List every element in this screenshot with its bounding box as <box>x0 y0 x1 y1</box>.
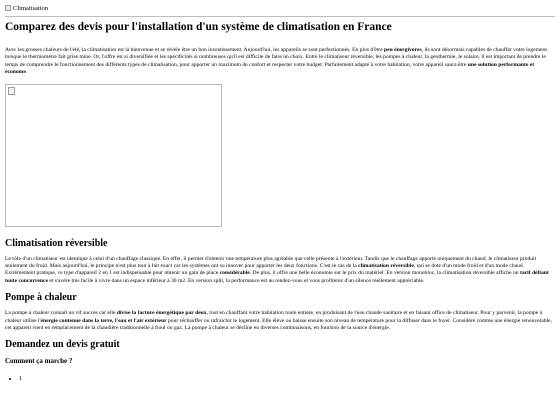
text-run: , qui se dote d'un mode froid et d'un mode chaud. Extrêmement pratique, ce type d'appareil 2 en 1 est indispensable pour obtenir un gain de place <box>5 263 525 277</box>
steps-list <box>5 374 555 383</box>
section-heading-reversible: Climatisation réversible <box>5 237 108 249</box>
text-run: La pompe à chaleur connait un vif succès car elle <box>5 310 117 317</box>
bold-text-run: climatisation réversible <box>358 263 414 270</box>
text-run: , ils sont désormais capables de chauffer votre logement lorsque le thermomètre fait grise mine. Or, l'offre est si diversifiée et les spécificités si nombreuses qu'il est difficile de faire un choix. Entre le climatiseur réversible, les pompes à chaleur, la géothermie, le solaire, il est important de prendre le temps de comprendre le fonctionnement des différents types de climatisation, pour apporter un maximum de confort et respecter votre budget. Parfaitement adapté à votre habitation, votre appareil saura être <box>5 47 547 68</box>
text-run: Avec les grosses chaleurs de l'été, la climatisation est la bienvenue et se révèle être un bon investissement. Aujourd'hui, les appareils se sont perfectionnés. En plus d'être <box>5 47 384 53</box>
section-heading-heat-pump: Pompe à chaleur <box>5 292 77 304</box>
header-divider <box>5 16 555 17</box>
page-title: Comparez des devis pour l'installation d'un système de climatisation en France <box>5 21 392 33</box>
text-run: . <box>25 69 28 76</box>
text-run: Le rôle d'un climatiseur est identique à celui d'un chauffage classique. En effet, il permet d'obtenir une température plus agréable que celle présente à l'extérieur. Tandis que le chauffage apporte uniquement du chaud, le climatiseur produit seulement du froid. Mais aujourd'hui, le principe n'est plus tout à fait exact car les systèmes ont su innover pour apporter les deux fonctions. C'est le cas de la <box>5 255 537 270</box>
section-paragraph-reversible <box>5 256 555 286</box>
section-paragraph-heat-pump <box>5 310 555 332</box>
bold-text-run: énergie contenue dans la terre, l'eau et l'air extérieur <box>40 317 167 324</box>
text-run: , tout en chauffant votre habitation toute entière, en produisant de l'eau chaude sanitaire et en faisant office de climatiseur. Pour y parvenir, la pompe à chaleur utilise l' <box>5 310 543 324</box>
bold-text-run: une solution performante et économe <box>5 61 535 76</box>
text-run: pour réchauffer ou rafraichir le logement. Elle élève ou baisse ensuite son niveau de température pour la diffuser dans le foyer. Considéré comme une énergie renouvelable, cet appareil vient en remplacement de la chaudière traditionnelle à fioul ou gaz. La pompe à chaleur se décline en diverses combinaisons, en fonction de la source d'énergie. <box>5 317 552 332</box>
quote-heading: Demandez un devis gratuit <box>5 339 120 351</box>
bold-text-run: tarif défiant toute concurrence <box>5 270 549 284</box>
broken-image-icon <box>8 87 15 95</box>
text-run: et s'avère très facile à vivre dans un espace inférieur à 30 m2. En version split, la performance est au rendez-vous et vous profiterez d'un silence réellement appréciable. <box>47 277 425 284</box>
bold-text-run: considérable <box>219 270 250 277</box>
bold-text-run: divise la facture énergétique par deux <box>116 310 207 317</box>
broken-image-icon <box>5 5 11 11</box>
how-it-works-heading: Comment ça marche ? <box>5 357 73 366</box>
step-item: • 1 <box>19 374 555 383</box>
intro-paragraph <box>5 47 555 77</box>
bold-text-run: peu énergivores <box>383 47 422 53</box>
logo-alt-text: Climatisation <box>13 4 49 12</box>
article-image <box>5 84 222 227</box>
header-logo[interactable] <box>5 0 555 16</box>
text-run: . De plus, il offre une belle économie sur le prix du matériel. En version monobloc, la climatisation réversible affiche un <box>249 270 520 277</box>
